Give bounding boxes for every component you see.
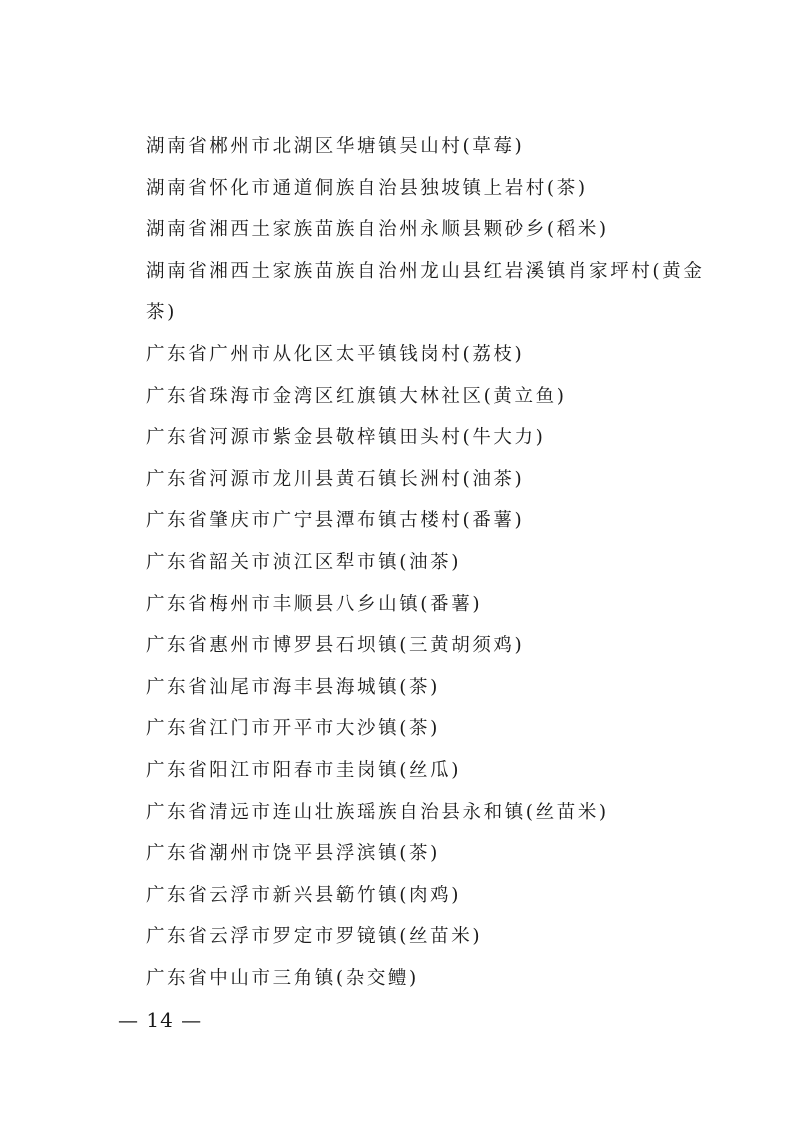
list-item: 广东省汕尾市海丰县海城镇(茶) — [146, 676, 440, 698]
list-item: 广东省云浮市罗定市罗镜镇(丝苗米) — [146, 926, 483, 948]
list-item: 广东省阳江市阳春市圭岗镇(丝瓜) — [146, 759, 462, 781]
list-item: 广东省广州市从化区太平镇钱岗村(荔枝) — [146, 343, 525, 365]
list-item: 湖南省怀化市通道侗族自治县独坡镇上岩村(茶) — [146, 177, 588, 199]
list-item: 广东省江门市开平市大沙镇(茶) — [146, 718, 440, 740]
list-item: 湖南省湘西土家族苗族自治州永顺县颗砂乡(稻米) — [146, 219, 609, 241]
list-item: 广东省潮州市饶平县浮滨镇(茶) — [146, 843, 440, 865]
list-item: 广东省惠州市博罗县石坝镇(三黄胡须鸡) — [146, 635, 525, 657]
entry-list — [146, 126, 706, 999]
list-item: 广东省肇庆市广宁县潭布镇古楼村(番薯) — [146, 510, 525, 532]
list-item: 广东省清远市连山壮族瑶族自治县永和镇(丝苗米) — [146, 801, 609, 823]
list-item: 广东省云浮市新兴县簕竹镇(肉鸡) — [146, 884, 462, 906]
list-item: 广东省河源市紫金县敬梓镇田头村(牛大力) — [146, 427, 546, 449]
list-item: 广东省梅州市丰顺县八乡山镇(番薯) — [146, 593, 483, 615]
list-item: 广东省河源市龙川县黄石镇长洲村(油茶) — [146, 468, 525, 490]
list-item: 广东省珠海市金湾区红旗镇大林社区(黄立鱼) — [146, 385, 567, 407]
list-item: 湖南省湘西土家族苗族自治州龙山县红岩溪镇肖家坪村(黄金茶) — [146, 260, 705, 324]
list-item: 广东省中山市三角镇(杂交鳢) — [146, 967, 419, 989]
page-number: — 14 — — [118, 1008, 203, 1032]
list-item: 湖南省郴州市北湖区华塘镇吴山村(草莓) — [146, 136, 525, 157]
list-item: 广东省韶关市浈江区犁市镇(油茶) — [146, 551, 462, 573]
